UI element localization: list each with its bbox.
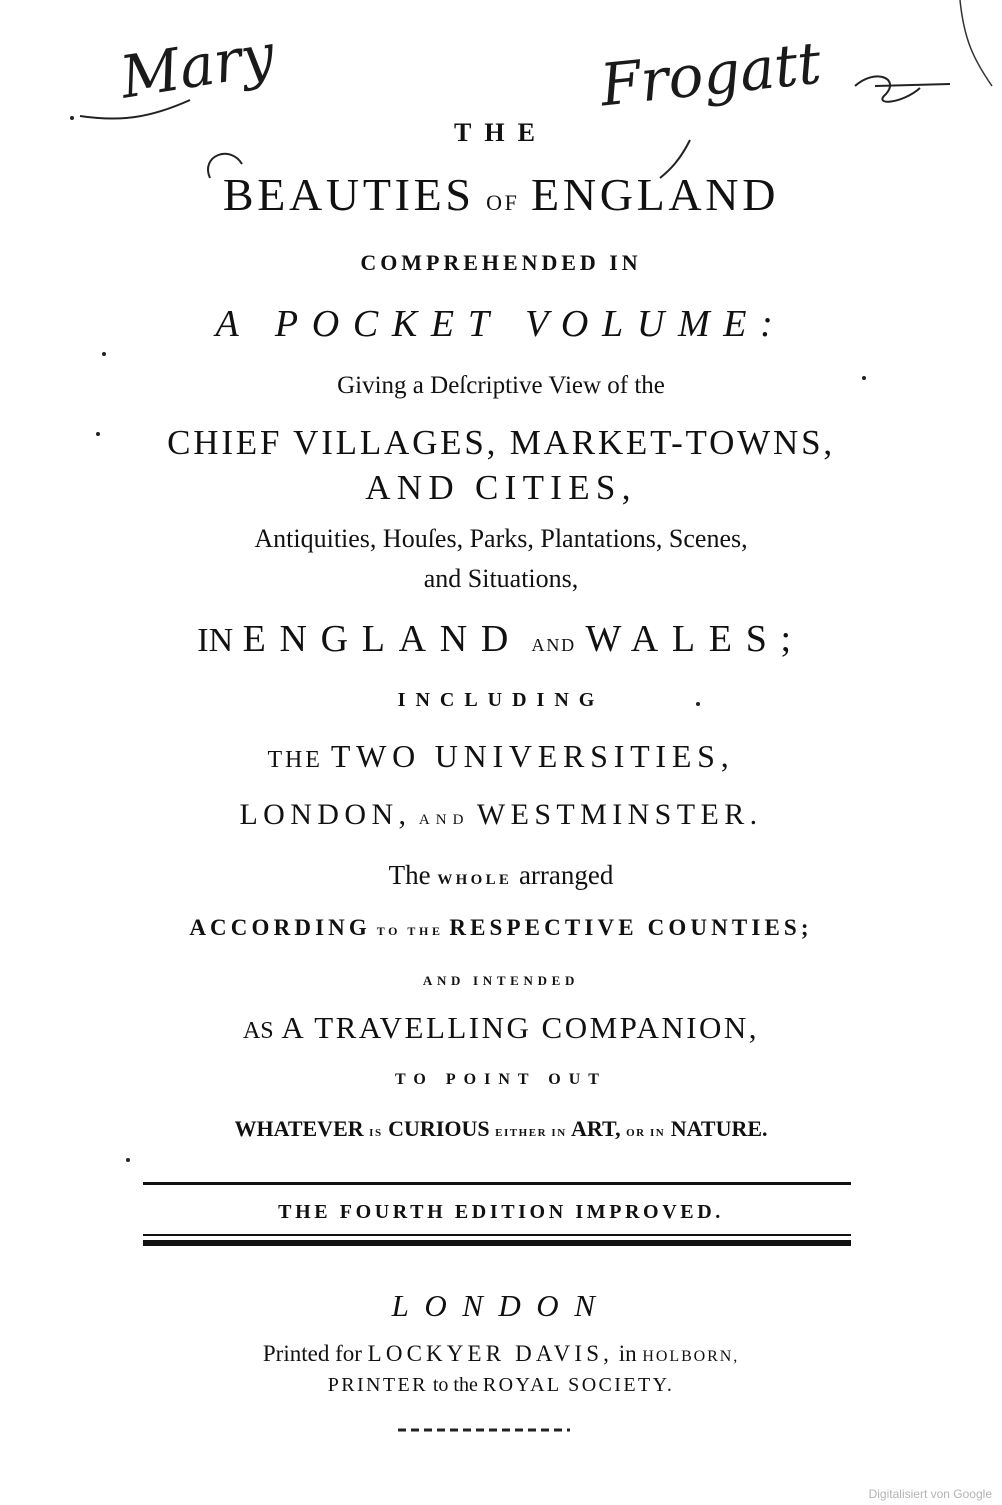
art-word: ART,: [571, 1116, 621, 1141]
the-whole-b: WHOLE: [437, 872, 513, 888]
the-heading: THE: [454, 118, 548, 147]
printed-for-line: [0, 1342, 1002, 1365]
either-in-word: EITHER IN: [495, 1127, 567, 1139]
to-point-out-line: TO POINT OUT: [395, 1071, 607, 1088]
page-edge-mark: [952, 0, 1002, 90]
title-england: ENGLAND: [531, 169, 780, 220]
page-speck: [862, 376, 866, 380]
printer-word: PRINTER: [327, 1374, 428, 1396]
double-rule-thin: [143, 1234, 851, 1236]
and-word: AND: [531, 635, 576, 655]
holborn-word: HOLBORN,: [642, 1348, 740, 1365]
signature-last-name: Frogatt: [597, 28, 825, 120]
double-rule-thick: [143, 1240, 851, 1246]
page-speck: [102, 352, 106, 356]
page-speck: [70, 116, 74, 120]
title-beauties: BEAUTIES: [222, 169, 475, 220]
two-universities-word: TWO UNIVERSITIES,: [330, 738, 735, 774]
whatever-word: WHATEVER: [234, 1116, 364, 1141]
edition-line: THE FOURTH EDITION IMPROVED.: [278, 1201, 724, 1223]
respective-counties-word: RESPECTIVE COUNTIES;: [449, 915, 813, 940]
westminster-word: WESTMINSTER.: [476, 798, 763, 831]
page-speck: [696, 702, 700, 706]
including-line: INCLUDING: [397, 689, 605, 711]
top-rule: [143, 1182, 851, 1185]
curious-word: CURIOUS: [388, 1116, 490, 1141]
the-word: THE: [267, 747, 323, 773]
travelling-companion-line: [0, 1012, 1002, 1043]
page-speck: [96, 432, 100, 436]
chief-villages-line: CHIEF VILLAGES, MARKET-TOWNS,: [167, 423, 835, 462]
imprint-city: LONDON: [391, 1288, 611, 1323]
london-westminster-line: [0, 800, 1002, 830]
digitized-watermark: Digitalisiert von Google: [868, 1487, 992, 1501]
to-the-royal-word: to the: [432, 1374, 478, 1396]
lockyer-davis-word: LOCKYER DAVIS,: [367, 1341, 614, 1366]
nature-word: NATURE.: [670, 1116, 768, 1141]
royal-society-word: ROYAL SOCIETY.: [482, 1374, 675, 1396]
in-word-2: in: [618, 1341, 637, 1366]
whole-arranged-line: [0, 862, 1002, 889]
cities-line: AND CITIES,: [365, 468, 637, 507]
and-small-word: AND: [418, 812, 470, 828]
according-line: [0, 916, 1002, 939]
the-whole-c: arranged: [518, 860, 614, 890]
printed-for-word: Printed for: [262, 1341, 362, 1366]
as-word: AS: [242, 1018, 274, 1044]
ornament-dashes: [390, 1420, 600, 1440]
according-word: ACCORDING: [189, 915, 371, 940]
printer-line: [0, 1375, 1002, 1395]
whatever-line: [0, 1118, 1002, 1140]
england-word: ENGLAND: [242, 618, 523, 660]
wales-word: WALES;: [585, 618, 805, 660]
england-wales-line: [0, 620, 1002, 658]
page-speck: [126, 1158, 130, 1162]
signature-first-name: Mary: [115, 20, 279, 112]
comprehended-line: COMPREHENDED IN: [360, 250, 642, 275]
title-of: OF: [486, 190, 520, 215]
giving-line: Giving a Deſcriptive View of the: [337, 372, 665, 399]
or-in-word: OR IN: [626, 1127, 666, 1139]
in-word: IN: [197, 622, 234, 659]
the-whole-a: The: [388, 860, 431, 890]
travelling-companion-word: A TRAVELLING COMPANION,: [281, 1010, 760, 1045]
london-word: LONDON,: [239, 798, 412, 831]
antiquities-line: Antiquities, Houſes, Parks, Plantations, Scenes,: [254, 524, 748, 553]
is-word: IS: [369, 1127, 383, 1139]
two-universities-line: [0, 740, 1002, 772]
to-the-small: TO THE: [376, 924, 444, 938]
pocket-volume-line: A POCKET VOLUME:: [215, 303, 787, 345]
main-title: [0, 169, 1002, 220]
and-intended-line: AND INTENDED: [422, 973, 580, 988]
situations-line: and Situations,: [423, 564, 579, 593]
